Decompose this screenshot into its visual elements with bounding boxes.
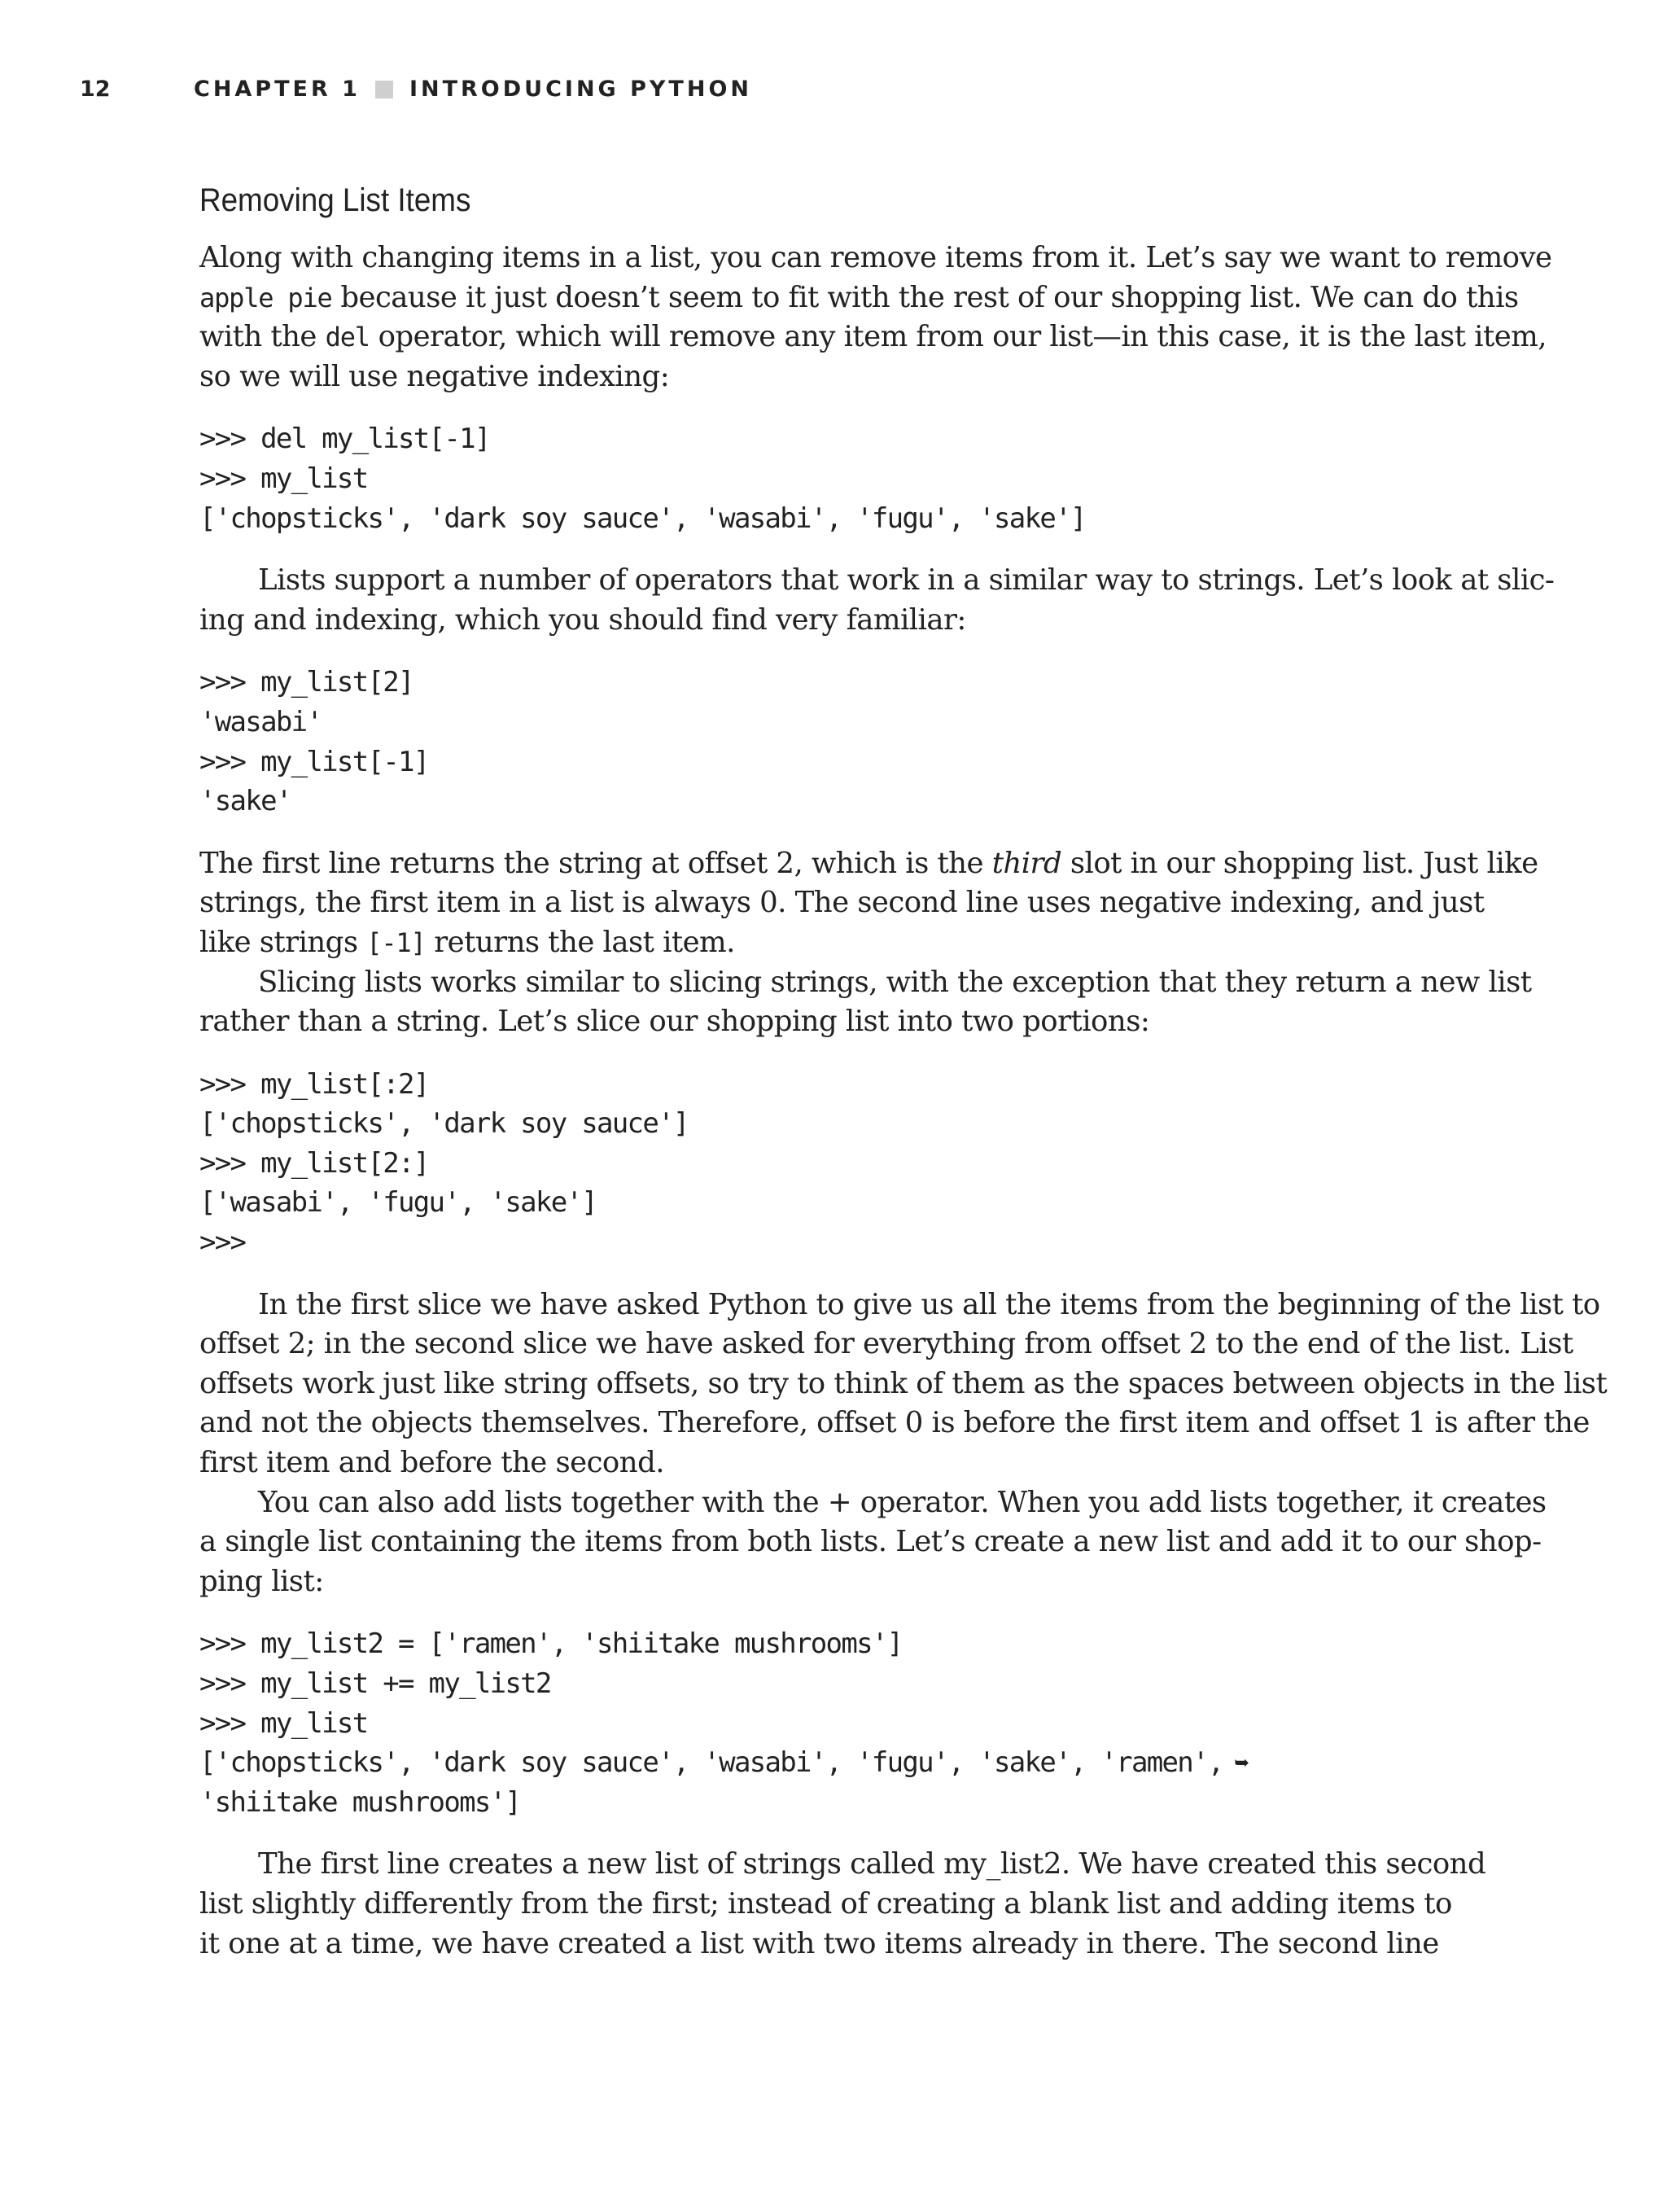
code-line: >>> my_list[2] xyxy=(199,666,413,699)
paragraph-line: ing and indexing, which you should find very familiar: xyxy=(199,602,966,637)
code-block-3 xyxy=(199,1065,1461,1263)
code-block-2 xyxy=(199,663,1461,821)
code-line: >>> my_list xyxy=(199,1706,368,1740)
code-line: 'wasabi' xyxy=(199,705,322,738)
code-line: >>> del my_list[-1] xyxy=(199,423,490,456)
code-line: >>> xyxy=(199,1226,246,1259)
paragraph-4 xyxy=(199,963,1532,1042)
paragraph-line: Slicing lists works similar to slicing strings, with the exception that they return a new list xyxy=(258,965,1532,999)
paragraph-line: it one at a time, we have created a list with two items already in there. The second line xyxy=(199,1926,1439,1960)
paragraph-line: list slightly differently from the first; instead of creating a blank list and adding items to xyxy=(199,1886,1452,1921)
chapter-title: INTRODUCING PYTHON xyxy=(409,77,752,102)
paragraph-1 xyxy=(199,239,1552,396)
text-run: like strings xyxy=(199,925,367,959)
code-block-1 xyxy=(199,419,1461,538)
page-body xyxy=(199,182,1608,1964)
code-line: >>> my_list[:2] xyxy=(199,1067,429,1101)
code-line: 'shiitake mushrooms'] xyxy=(199,1785,521,1819)
code-line: >>> my_list2 = ['ramen', 'shiitake mushrooms'] xyxy=(199,1627,903,1661)
code-text: ['chopsticks', 'dark soy sauce', 'wasabi', 'fugu', 'sake', 'ramen', xyxy=(199,1746,1223,1780)
chapter-label: CHAPTER 1 xyxy=(194,77,361,102)
text-run: slot in our shopping list. Just like xyxy=(1061,846,1538,880)
code-line: >>> my_list[2:] xyxy=(199,1146,429,1180)
running-head xyxy=(194,77,752,102)
inline-code: del xyxy=(325,322,370,353)
code-line: >>> my_list xyxy=(199,462,368,495)
inline-code: apple pie xyxy=(199,282,332,313)
separator-square-icon xyxy=(375,81,393,99)
paragraph-line: rather than a string. Let’s slice our shopping list into two portions: xyxy=(199,1005,1150,1039)
paragraph-line: offsets work just like string offsets, so try to think of them as the spaces between objects in the list xyxy=(199,1366,1608,1400)
text-run: operator, which will remove any item from our list—in this case, it is the last item, xyxy=(369,320,1547,354)
code-line: ['chopsticks', 'dark soy sauce'] xyxy=(199,1107,689,1141)
paragraph-2 xyxy=(199,561,1555,640)
code-line: >>> my_list[-1] xyxy=(199,745,429,778)
code-line: >>> my_list += my_list2 xyxy=(199,1667,551,1700)
code-line: ['chopsticks', 'dark soy sauce', 'wasabi', 'fugu', 'sake'] xyxy=(199,502,1086,535)
code-line xyxy=(199,1743,1461,1783)
text-run: with the xyxy=(199,320,326,354)
line-continuation-arrow-icon: ➥ xyxy=(1234,1750,1249,1779)
paragraph-line: Lists support a number of operators that work in a similar way to strings. Let’s look at slic- xyxy=(258,563,1555,598)
paragraph-line: The first line creates a new list of strings called my_list2. We have created this second xyxy=(258,1847,1486,1881)
paragraph-line: first item and before the second. xyxy=(199,1446,664,1480)
paragraph-line xyxy=(199,278,1519,318)
paragraph-line: strings, the first item in a list is always 0. The second line uses negative indexing, and just xyxy=(199,886,1485,920)
code-block-4 xyxy=(199,1624,1461,1822)
text-run: The first line returns the string at offset 2, which is the xyxy=(199,846,992,880)
text-run: returns the last item. xyxy=(425,925,735,959)
paragraph-6 xyxy=(199,1483,1547,1602)
paragraph-line: so we will use negative indexing: xyxy=(199,359,670,393)
paragraph-line xyxy=(199,318,1547,357)
text-run: because it just doesn’t seem to fit with the rest of our shopping list. We can do this xyxy=(331,280,1519,314)
paragraph-line: Along with changing items in a list, you can remove items from it. Let’s say we want to remove xyxy=(199,241,1552,274)
paragraph-7 xyxy=(199,1845,1486,1964)
page-number: 12 xyxy=(80,77,111,102)
paragraph-5 xyxy=(199,1286,1608,1483)
section-heading: Removing List Items xyxy=(199,182,471,218)
paragraph-line: and not the objects themselves. Therefore, offset 0 is before the first item and offset 1 is after the xyxy=(199,1406,1590,1440)
code-line: ['wasabi', 'fugu', 'sake'] xyxy=(199,1186,597,1220)
inline-code: [-1] xyxy=(366,926,426,958)
paragraph-line xyxy=(199,844,1538,884)
emphasis-text: third xyxy=(991,846,1062,880)
paragraph-line: In the first slice we have asked Python to give us all the items from the beginning of the list to xyxy=(258,1287,1600,1321)
paragraph-line xyxy=(199,923,1461,963)
code-line: 'sake' xyxy=(199,785,291,818)
paragraph-line: ping list: xyxy=(199,1564,324,1598)
paragraph-line: a single list containing the items from both lists. Let’s create a new list and add it to our shop- xyxy=(199,1525,1542,1559)
paragraph-line: You can also add lists together with the + operator. When you add lists together, it creates xyxy=(258,1485,1547,1519)
paragraph-3 xyxy=(199,844,1538,963)
paragraph-line: offset 2; in the second slice we have asked for everything from offset 2 to the end of the list. List xyxy=(199,1327,1573,1361)
